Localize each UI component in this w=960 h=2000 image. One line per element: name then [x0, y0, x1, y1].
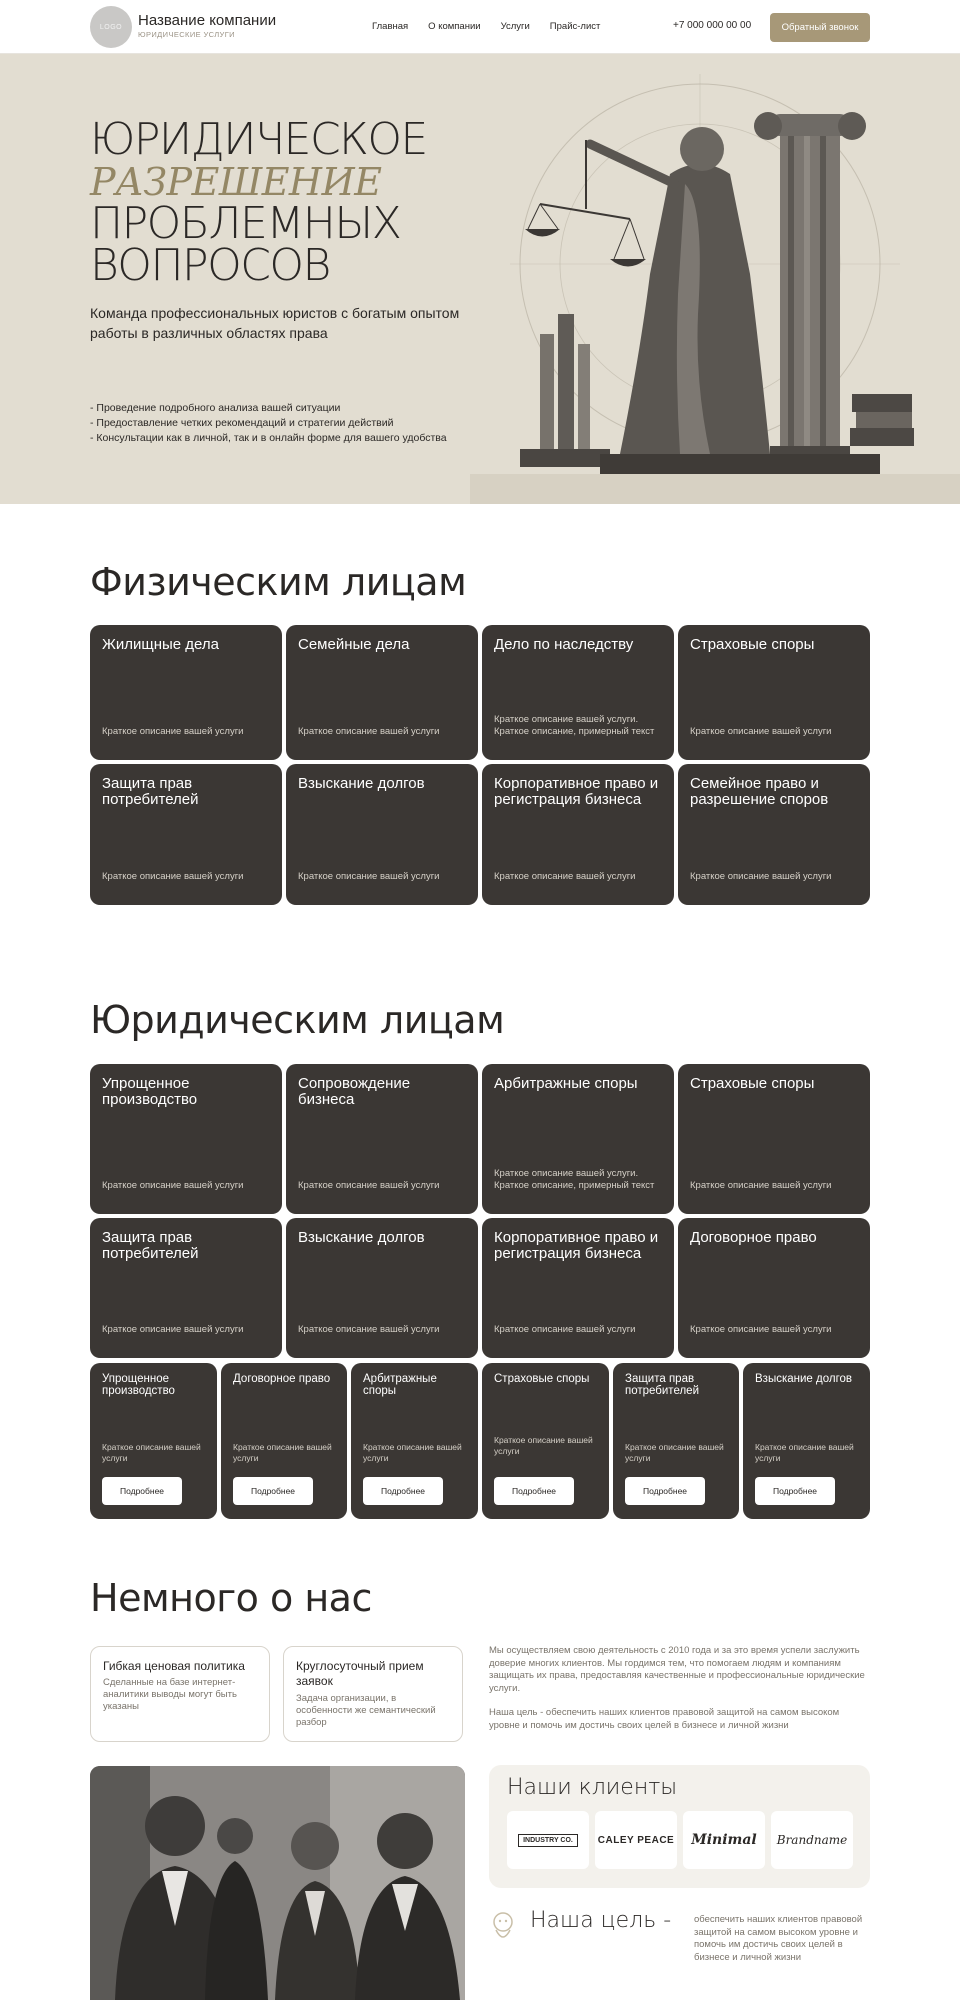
card-title: Защита прав потребителей — [102, 775, 199, 808]
service-card[interactable] — [286, 1064, 478, 1214]
feature-title: Гибкая ценовая политика — [103, 1659, 245, 1673]
service-card[interactable] — [90, 1064, 282, 1214]
card-title: Договорное право — [690, 1229, 817, 1246]
more-button[interactable]: Подробнее — [363, 1477, 443, 1505]
service-card-small[interactable] — [613, 1363, 739, 1519]
nav-services[interactable]: Услуги — [500, 21, 530, 32]
client-logo[interactable] — [507, 1811, 589, 1869]
service-card[interactable] — [482, 625, 674, 760]
card-desc: Краткое описание вашей услуги — [298, 726, 440, 737]
more-button[interactable]: Подробнее — [755, 1477, 835, 1505]
brand — [138, 12, 276, 39]
company-subtitle: ЮРИДИЧЕСКИЕ УСЛУГИ — [138, 30, 235, 39]
feature-title: Круглосуточный прием заявок — [296, 1659, 424, 1688]
more-button[interactable]: Подробнее — [233, 1477, 313, 1505]
client-logo[interactable] — [683, 1811, 765, 1869]
hero-bullet: - Проведение подробного анализа вашей ситуации — [90, 402, 341, 414]
section-title-about: Немного о нас — [90, 1576, 372, 1620]
more-button[interactable]: Подробнее — [102, 1477, 182, 1505]
card-title: Защита прав потребителей — [102, 1229, 199, 1262]
card-title: Страховые споры — [494, 1373, 590, 1385]
service-card[interactable] — [678, 764, 870, 905]
card-desc: Краткое описание вашей услуги — [494, 871, 636, 882]
card-title: Страховые споры — [690, 636, 815, 653]
feature-card — [90, 1646, 270, 1742]
card-desc: Краткое описание вашей услуги. Краткое описание, примерный текст — [494, 714, 655, 737]
section-title-legal: Юридическим лицам — [90, 998, 505, 1042]
nav-home[interactable]: Главная — [372, 21, 409, 32]
card-desc: Краткое описание вашей услуги — [690, 871, 832, 882]
card-title: Взыскание долгов — [298, 775, 425, 792]
nav-about[interactable]: О компании — [428, 21, 481, 32]
section-title-individuals: Физическим лицам — [90, 560, 467, 604]
about-paragraph: Мы осуществляем свою деятельность с 2010 года и за это время успели заслужить доверие многих клиентов. Мы гордимся тем, что помогаем людям и компаниям защищать их права, предоставляя качественные и профессиональные юридические услуги. — [489, 1645, 865, 1694]
about-paragraph: Наша цель - обеспечить наших клиентов правовой защитой на самом высоком уровне и помочь им достичь своих целей в бизнесе и личной жизни — [489, 1707, 840, 1731]
client-name: Minimal — [691, 1832, 757, 1848]
service-card[interactable] — [678, 1218, 870, 1358]
card-title: Взыскание долгов — [755, 1373, 853, 1385]
client-name: Brandname — [776, 1833, 848, 1847]
service-card[interactable] — [678, 1064, 870, 1214]
clients-panel — [489, 1765, 870, 1888]
lion-icon — [490, 1910, 516, 1946]
client-name: INDUSTRY CO. — [518, 1834, 578, 1847]
card-desc: Краткое описание вашей услуги — [363, 1442, 462, 1463]
card-title: Семейные дела — [298, 636, 410, 653]
card-title: Дело по наследству — [494, 636, 634, 653]
service-card[interactable] — [286, 1218, 478, 1358]
service-card[interactable] — [482, 1064, 674, 1214]
hero-title-accent: РАЗРЕШЕНИЕ — [90, 160, 382, 204]
card-title: Взыскание долгов — [298, 1229, 425, 1246]
feature-desc: Сделанные на базе интернет-аналитики выводы могут быть указаны — [103, 1677, 237, 1712]
logo[interactable]: LOGO — [90, 6, 132, 48]
hero-bullet: - Консультации как в личной, так и в онлайн форме для вашего удобства — [90, 432, 447, 444]
card-desc: Краткое описание вашей услуги — [494, 1435, 593, 1456]
service-card-small[interactable] — [351, 1363, 478, 1519]
company-name: Название компании — [138, 12, 277, 29]
service-card-small[interactable] — [90, 1363, 217, 1519]
more-button[interactable]: Подробнее — [494, 1477, 574, 1505]
service-card[interactable] — [90, 764, 282, 905]
service-card[interactable] — [90, 625, 282, 760]
hero-title-line: ВОПРОСОВ — [90, 240, 330, 291]
team-photo — [90, 1766, 465, 2000]
card-desc: Краткое описание вашей услуги — [690, 1180, 832, 1191]
about-text — [489, 1645, 869, 1732]
card-title: Арбитражные споры — [363, 1373, 437, 1397]
card-title: Корпоративное право и регистрация бизнеса — [494, 1229, 659, 1262]
service-card-small[interactable] — [482, 1363, 609, 1519]
client-logo[interactable] — [595, 1811, 677, 1869]
nav-pricelist[interactable]: Прайс-лист — [549, 21, 601, 32]
client-name: CALEY PEACE — [597, 1834, 675, 1846]
main-nav — [372, 21, 600, 32]
card-title: Упрощенное производство — [102, 1373, 175, 1397]
card-desc: Краткое описание вашей услуги — [102, 1180, 244, 1191]
service-card[interactable] — [482, 1218, 674, 1358]
hero — [0, 54, 960, 504]
team-image — [90, 1766, 465, 2000]
card-title: Упрощенное производство — [102, 1075, 198, 1108]
card-desc: Краткое описание вашей услуги — [755, 1442, 854, 1463]
goal-title: Наша цель - — [530, 1908, 672, 1933]
card-desc: Краткое описание вашей услуги — [690, 1324, 832, 1335]
hero-title — [90, 114, 427, 291]
hero-title-line: ЮРИДИЧЕСКОЕ — [90, 114, 427, 165]
card-desc: Краткое описание вашей услуги — [494, 1324, 636, 1335]
card-title: Семейное право и разрешение споров — [690, 775, 829, 808]
phone-number[interactable]: +7 000 000 00 00 — [673, 20, 752, 31]
card-desc: Краткое описание вашей услуги — [298, 1180, 440, 1191]
client-logo[interactable] — [771, 1811, 853, 1869]
card-desc: Краткое описание вашей услуги — [102, 1442, 201, 1463]
callback-button[interactable]: Обратный звонок — [770, 13, 870, 42]
card-title: Договорное право — [233, 1373, 331, 1385]
card-desc: Краткое описание вашей услуги — [298, 871, 440, 882]
card-desc: Краткое описание вашей услуги — [233, 1442, 332, 1463]
card-title: Сопровождение бизнеса — [298, 1075, 411, 1108]
card-title: Арбитражные споры — [494, 1075, 638, 1092]
goal-text: обеспечить наших клиентов правовой защитой на самом высоком уровне и помочь им достичь своих целей в бизнесе и личной жизни — [694, 1914, 863, 1963]
card-title: Страховые споры — [690, 1075, 815, 1092]
more-button[interactable]: Подробнее — [625, 1477, 705, 1505]
card-desc: Краткое описание вашей услуги — [102, 726, 244, 737]
card-title: Жилищные дела — [102, 636, 219, 653]
card-desc: Краткое описание вашей услуги — [298, 1324, 440, 1335]
card-desc: Краткое описание вашей услуги. Краткое описание, примерный текст — [494, 1168, 655, 1191]
hero-lead: Команда профессиональных юристов с богатым опытом работы в различных областях права — [90, 305, 460, 341]
site-header — [0, 0, 960, 54]
card-title: Защита прав потребителей — [625, 1373, 699, 1397]
service-card[interactable] — [286, 625, 478, 760]
feature-card — [283, 1646, 463, 1742]
service-card[interactable] — [286, 764, 478, 905]
card-desc: Краткое описание вашей услуги — [102, 1324, 244, 1335]
card-desc: Краткое описание вашей услуги — [102, 871, 244, 882]
service-card-small[interactable] — [221, 1363, 347, 1519]
card-desc: Краткое описание вашей услуги — [690, 726, 832, 737]
feature-desc: Задача организации, в особенности же семантический разбор — [296, 1693, 436, 1728]
clients-title: Наши клиенты — [507, 1775, 678, 1800]
hero-title-line: ПРОБЛЕМНЫХ — [90, 198, 401, 249]
service-card[interactable] — [678, 625, 870, 760]
card-title: Корпоративное право и регистрация бизнеса — [494, 775, 659, 808]
justice-statue-image — [470, 54, 960, 504]
card-desc: Краткое описание вашей услуги — [625, 1442, 724, 1463]
service-card[interactable] — [90, 1218, 282, 1358]
service-card-small[interactable] — [743, 1363, 870, 1519]
service-card[interactable] — [482, 764, 674, 905]
hero-bullet: - Предоставление четких рекомендаций и стратегии действий — [90, 417, 394, 429]
hero-bullets — [90, 401, 447, 446]
